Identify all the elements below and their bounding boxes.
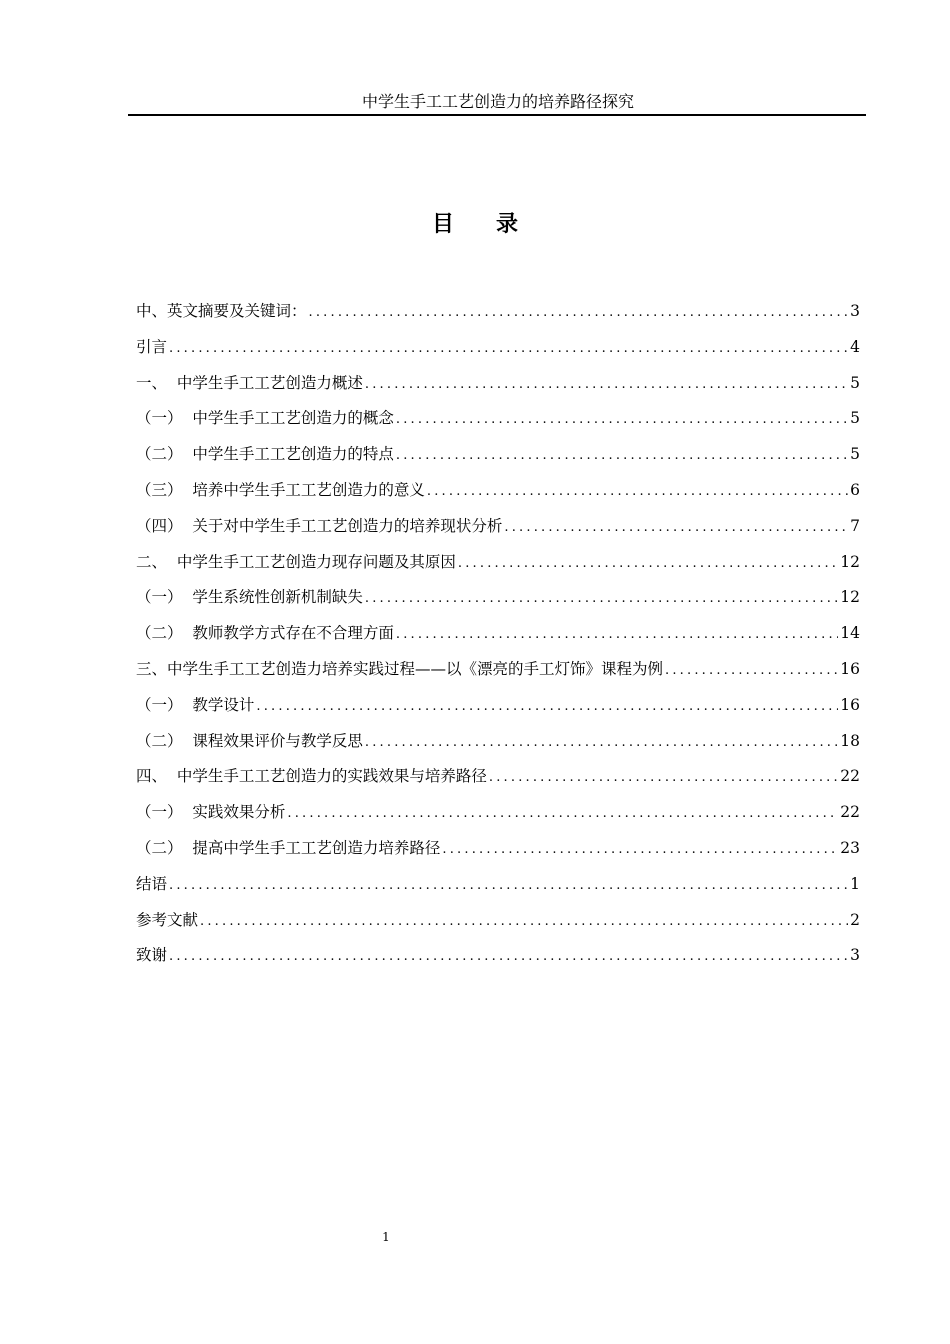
- toc-entry-page: 22: [840, 767, 860, 786]
- dot-leader: [665, 653, 838, 689]
- toc-entry-page: 1: [850, 874, 860, 893]
- dot-leader: [489, 760, 838, 796]
- toc-entry-label: 参考文献: [136, 910, 199, 929]
- toc-entry[interactable]: [136, 724, 860, 760]
- toc-entry[interactable]: [136, 545, 860, 581]
- toc-entry-label: （二） 课程效果评价与教学反思: [136, 731, 363, 750]
- dot-leader: [458, 546, 838, 582]
- toc-entry[interactable]: [136, 867, 860, 903]
- toc-entry-page: 12: [840, 588, 860, 607]
- toc-entry-label: 致谢: [136, 946, 168, 965]
- toc-entry-label: （三） 培养中学生手工工艺创造力的意义: [136, 480, 425, 499]
- dot-leader: [365, 367, 848, 403]
- dot-leader: [365, 581, 838, 617]
- dot-leader: [169, 868, 848, 904]
- toc-title: [0, 210, 950, 240]
- dot-leader: [442, 832, 838, 868]
- dot-leader: [169, 331, 848, 367]
- toc-entry-label: 结语: [136, 874, 168, 893]
- dot-leader: [287, 796, 838, 832]
- dot-leader: [200, 904, 848, 940]
- toc-entry-page: 18: [840, 731, 860, 750]
- toc-entry[interactable]: [136, 759, 860, 795]
- toc-entry-label: 引言: [136, 337, 168, 356]
- dot-leader: [504, 510, 848, 546]
- toc-entry-page: 16: [840, 695, 860, 714]
- footer-page-number: 1: [382, 1230, 390, 1244]
- toc-entry-page: 12: [840, 552, 860, 571]
- toc-entry-page: 22: [840, 803, 860, 822]
- toc-entry[interactable]: [136, 330, 860, 366]
- header-rule: [128, 114, 866, 116]
- toc-entry[interactable]: [136, 688, 860, 724]
- toc-entry-label: 三、中学生手工工艺创造力培养实践过程——以《漂亮的手工灯饰》课程为例: [136, 659, 664, 678]
- dot-leader: [256, 689, 838, 725]
- toc-entry[interactable]: [136, 652, 860, 688]
- toc-title-right: 录: [496, 212, 519, 237]
- toc-entry-page: 4: [850, 337, 860, 356]
- toc-entry-label: （二） 教师教学方式存在不合理方面: [136, 624, 394, 643]
- toc-list: [136, 294, 860, 974]
- toc-entry-label: （一） 教学设计: [136, 695, 255, 714]
- toc-entry[interactable]: [136, 366, 860, 402]
- toc-entry[interactable]: [136, 795, 860, 831]
- toc-entry[interactable]: [136, 580, 860, 616]
- toc-title-left: 目: [431, 212, 454, 237]
- toc-entry-page: 7: [850, 516, 860, 535]
- toc-entry[interactable]: [136, 401, 860, 437]
- toc-entry-page: 23: [840, 838, 860, 857]
- toc-entry-label: （一） 实践效果分析: [136, 803, 286, 822]
- toc-entry-page: 14: [840, 624, 860, 643]
- dot-leader: [396, 438, 848, 474]
- toc-entry[interactable]: [136, 473, 860, 509]
- toc-entry-label: 二、 中学生手工工艺创造力现存问题及其原因: [136, 552, 456, 571]
- running-header-title: 中学生手工工艺创造力的培养路径探究: [361, 92, 634, 111]
- toc-entry-page: 5: [850, 445, 860, 464]
- toc-entry[interactable]: [136, 616, 860, 652]
- dot-leader: [309, 295, 849, 331]
- toc-entry-label: （一） 中学生手工工艺创造力的概念: [136, 409, 394, 428]
- toc-entry-label: 中、英文摘要及关键词：: [136, 302, 307, 320]
- toc-entry-label: （一） 学生系统性创新机制缺失: [136, 588, 363, 607]
- toc-entry-page: 3: [850, 302, 860, 320]
- toc-entry-page: 5: [850, 373, 860, 392]
- toc-entry[interactable]: [136, 294, 860, 330]
- toc-entry-label: 四、 中学生手工工艺创造力的实践效果与培养路径: [136, 767, 487, 786]
- toc-entry-label: （二） 中学生手工工艺创造力的特点: [136, 445, 394, 464]
- toc-entry[interactable]: [136, 938, 860, 974]
- dot-leader: [169, 939, 848, 975]
- toc-entry-page: 6: [850, 480, 860, 499]
- toc-entry-label: （二） 提高中学生手工工艺创造力培养路径: [136, 838, 441, 857]
- toc-entry[interactable]: [136, 831, 860, 867]
- toc-entry-page: 3: [850, 946, 860, 965]
- toc-entry-page: 2: [850, 910, 860, 929]
- toc-entry-label: 一、 中学生手工工艺创造力概述: [136, 373, 363, 392]
- toc-entry[interactable]: [136, 903, 860, 939]
- toc-entry-label: （四） 关于对中学生手工工艺创造力的培养现状分析: [136, 516, 503, 535]
- toc-entry[interactable]: [136, 437, 860, 473]
- dot-leader: [396, 402, 848, 438]
- toc-entry[interactable]: [136, 509, 860, 545]
- dot-leader: [427, 474, 848, 510]
- dot-leader: [396, 617, 838, 653]
- dot-leader: [365, 725, 838, 761]
- toc-entry-page: 16: [840, 659, 860, 678]
- toc-entry-page: 5: [850, 409, 860, 428]
